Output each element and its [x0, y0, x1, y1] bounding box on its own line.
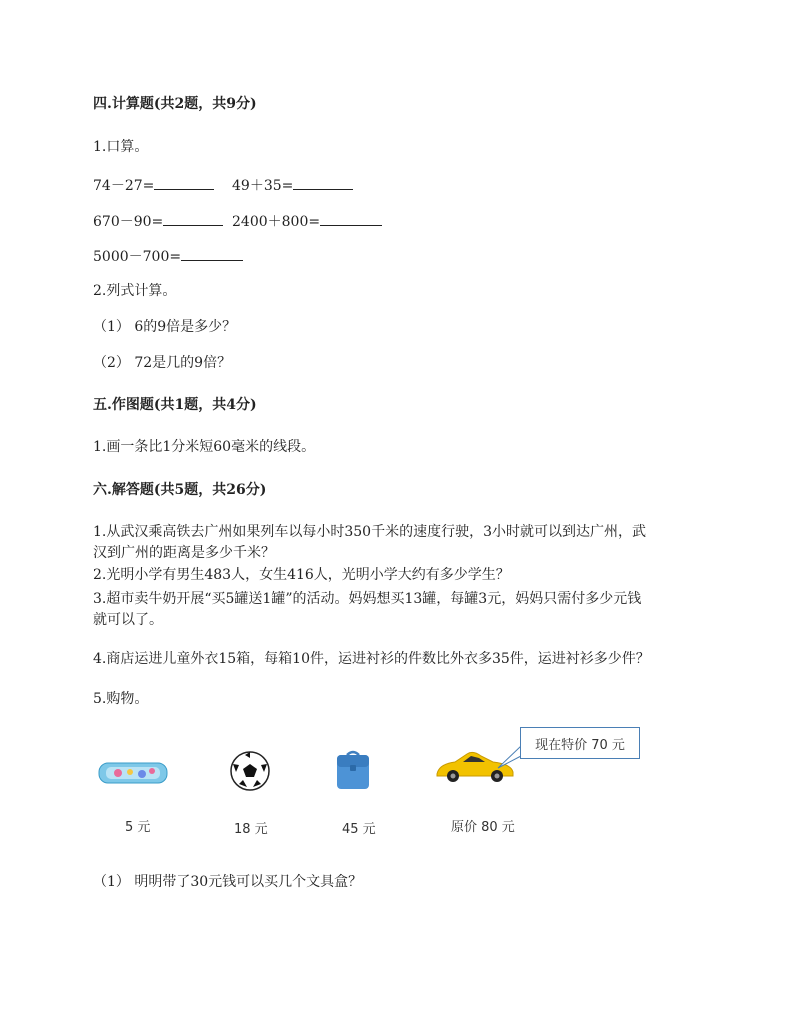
oral-item-5: [93, 246, 243, 266]
answer-blank: [293, 175, 353, 190]
section4-heading: 四.计算题(共2题，共9分): [93, 96, 257, 112]
price-callout: 现在特价 70 元: [520, 727, 640, 759]
q4-text: 4.商店运进儿童外衣15箱，每箱10件，运进衬衫的件数比外衣多35件，运进衬衫多少件？: [93, 651, 650, 667]
oral-item-3: [93, 211, 223, 231]
q1-line2: 汉到广州的距离是多少千米？: [93, 545, 275, 561]
q2-title: 2.列式计算。: [93, 283, 177, 299]
oral-item-4: [232, 211, 382, 231]
oral-item-1: [93, 175, 214, 195]
q1-title: 1.口算。: [93, 139, 149, 155]
price-soccer-ball: 18 元: [234, 822, 268, 837]
q3-line2: 就可以了。: [93, 612, 163, 628]
price-pencil-case: 5 元: [125, 820, 151, 835]
oral-expr: 2400＋800=: [232, 214, 321, 230]
q2-text: 2.光明小学有男生483人，女生416人，光明小学大约有多少学生？: [93, 567, 510, 583]
answer-blank: [320, 211, 382, 226]
oral-expr: 74－27=: [93, 178, 155, 194]
answer-blank: [154, 175, 214, 190]
oral-item-2: [232, 175, 353, 195]
price-toy-car: 原价 80 元: [451, 820, 515, 835]
price-backpack: 45 元: [342, 822, 376, 837]
draw-question: 1.画一条比1分米短60毫米的线段。: [93, 439, 316, 455]
q5-sub1: （1） 明明带了30元钱可以买几个文具盒？: [93, 874, 363, 890]
answer-blank: [181, 246, 243, 261]
q3-line1: 3.超市卖牛奶开展“买5罐送1罐”的活动。妈妈想买13罐，每罐3元，妈妈只需付多少元钱: [93, 591, 642, 607]
soccer-ball-icon: [229, 750, 271, 796]
oral-expr: 49＋35=: [232, 178, 294, 194]
section5-heading: 五.作图题(共1题，共4分): [93, 397, 257, 413]
section6-heading: 六.解答题(共5题，共26分): [93, 482, 267, 498]
answer-blank: [163, 211, 223, 226]
q2-item-2: （2） 72是几的9倍？: [93, 355, 232, 371]
backpack-icon: [335, 749, 371, 795]
oral-expr: 5000－700=: [93, 249, 182, 265]
pencil-case-icon: [98, 760, 168, 790]
q1-line1: 1.从武汉乘高铁去广州如果列车以每小时350千米的速度行驶，3小时就可以到达广州，武: [93, 524, 646, 540]
q2-item-1: （1） 6的9倍是多少？: [93, 319, 237, 335]
q5-title: 5.购物。: [93, 691, 149, 707]
oral-expr: 670－90=: [93, 214, 164, 230]
